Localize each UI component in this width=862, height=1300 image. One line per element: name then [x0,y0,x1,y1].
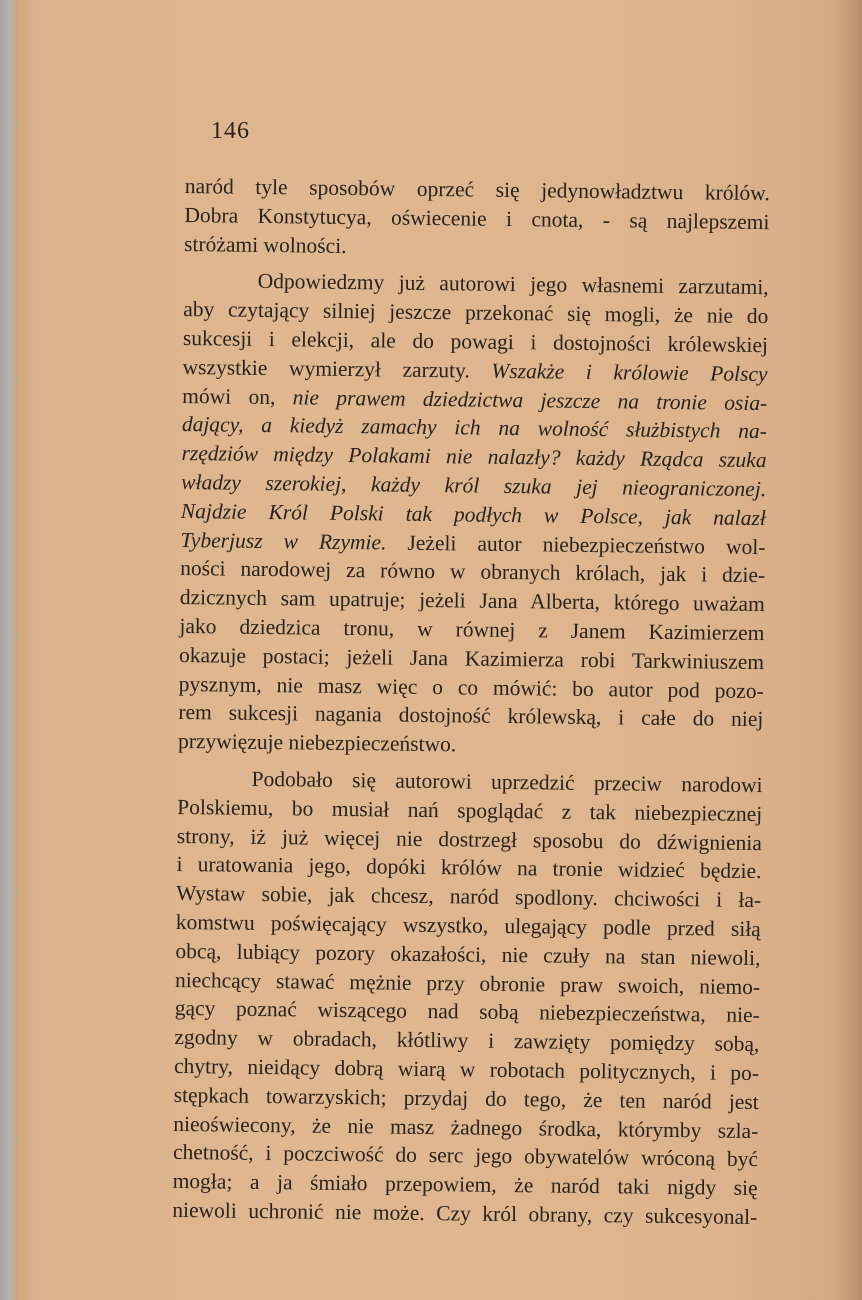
paragraph [184,172,770,266]
text-line: pysznym, nie masz więc o co mówić: bo autor pod pozo- [178,671,764,703]
text-line: stróżami wolności. [183,231,347,258]
text-line: władzy szerokiej, każdy król szuka jej nieograniczonej. [181,469,767,502]
text-line: okazuje postaci; jeżeli Jana Kazimierza robi Tarkwiniuszem [178,642,765,674]
text-line: mogła; a ja śmiało przepowiem, że naród taki nigdy się [172,1169,758,1201]
italic-run: Wszakże i królowie Polscy [491,358,768,386]
text-line: Polskiemu, bo musiał nań spoglądać z tak niebezpiecznej [177,794,763,826]
text-line: przywięzuje niebezpieczeństwo. [177,729,457,757]
text-line: rzędziów między Polakami nie nalazły? każdy Rządca szuka [181,441,767,473]
page-gutter [0,0,18,1300]
text-line: niewoli uchronić nie może. Czy król obrany, czy sukcesyonal- [172,1197,758,1229]
text-line: sukcesji i elekcji, ale do powagi i dostojności królewskiej [182,325,769,358]
paragraph [178,266,769,763]
text-line: Dobra Konstytucya, oświecenie i cnota, - są najlepszemi [184,202,770,234]
text-run: wszystkie wymierzył zarzuty. [182,354,492,383]
text-line: gący poznać wiszącego nad sobą niebezpieczeństwa, nie- [174,996,760,1028]
text-line: strony, iż już więcej nie dostrzegł sposobu do dźwignienia [176,823,762,855]
text-line: chytry, nieidący dobrą wiarą w robotach politycznych, i po- [173,1053,760,1085]
text-line: rem sukcesji nagania dostojność królewską, i całe do niej [178,700,764,732]
text-line: stępkach towarzyskich; przydaj do tego, że ten naród jest [173,1082,759,1114]
text-line: Wystaw sobie, jak chcesz, naród spodlony. chciwości i ła- [176,881,762,913]
page-number: 146 [211,118,250,144]
text-line: Odpowiedzmy już autorowi jego własnemi zarzutami, [257,269,769,300]
text-line: jako dziedzica tronu, w równej z Janem Kazimierzem [179,613,765,646]
text-run: Jeżeli autor niebezpieczeństwo wol- [386,530,766,559]
text-line: nieoświecony, że nie masz żadnego środka, którymby szla- [173,1111,759,1143]
text-line: naród tyle sposobów oprzeć się jedynowładztwu królów. [184,173,770,206]
page-edge [834,0,862,1300]
text-line: dzicznych sam upatruje; jeżeli Jana Alberta, którego uważam [179,585,765,617]
text-line: dający, a kiedyż zamachy ich na wolność służbistych na- [181,412,768,444]
italic-run: nie prawem dziedzictwa jeszcze na tronie osia- [292,384,768,415]
text-line: chetność, i poczciwość do serc jego obywatelów wróconą być [172,1140,759,1172]
paragraph [172,764,763,1232]
text-line: komstwu poświęcający wszystko, ulegający podle przed siłą [175,909,761,942]
text-line: i uratowania jego, dopóki królów na tronie widzieć będzie. [176,852,762,884]
italic-run: Tyberjusz w Rzymie. [180,527,387,555]
text-line: aby czytający silniej jeszcze przekonać się mogli, że nie do [183,297,769,329]
text-line: Podobało się autorowi uprzedzić przeciw narodowi [251,766,763,798]
body-text [172,172,770,1232]
text-line: niechcący stawać mężnie przy obronie praw swoich, niemo- [174,967,761,999]
text-line: ności narodowej za równo w obranych królach, jak i dzie- [180,556,766,588]
text-run: mówi on, [182,383,293,409]
text-line: Najdzie Król Polski tak podłych w Polsce, jak nalazł [180,498,766,530]
text-line: obcą, lubiący pozory okazałości, nie czuły na stan niewoli, [175,938,761,970]
text-line: zgodny w obradach, kłótliwy i zawzięty pomiędzy sobą, [174,1025,760,1057]
